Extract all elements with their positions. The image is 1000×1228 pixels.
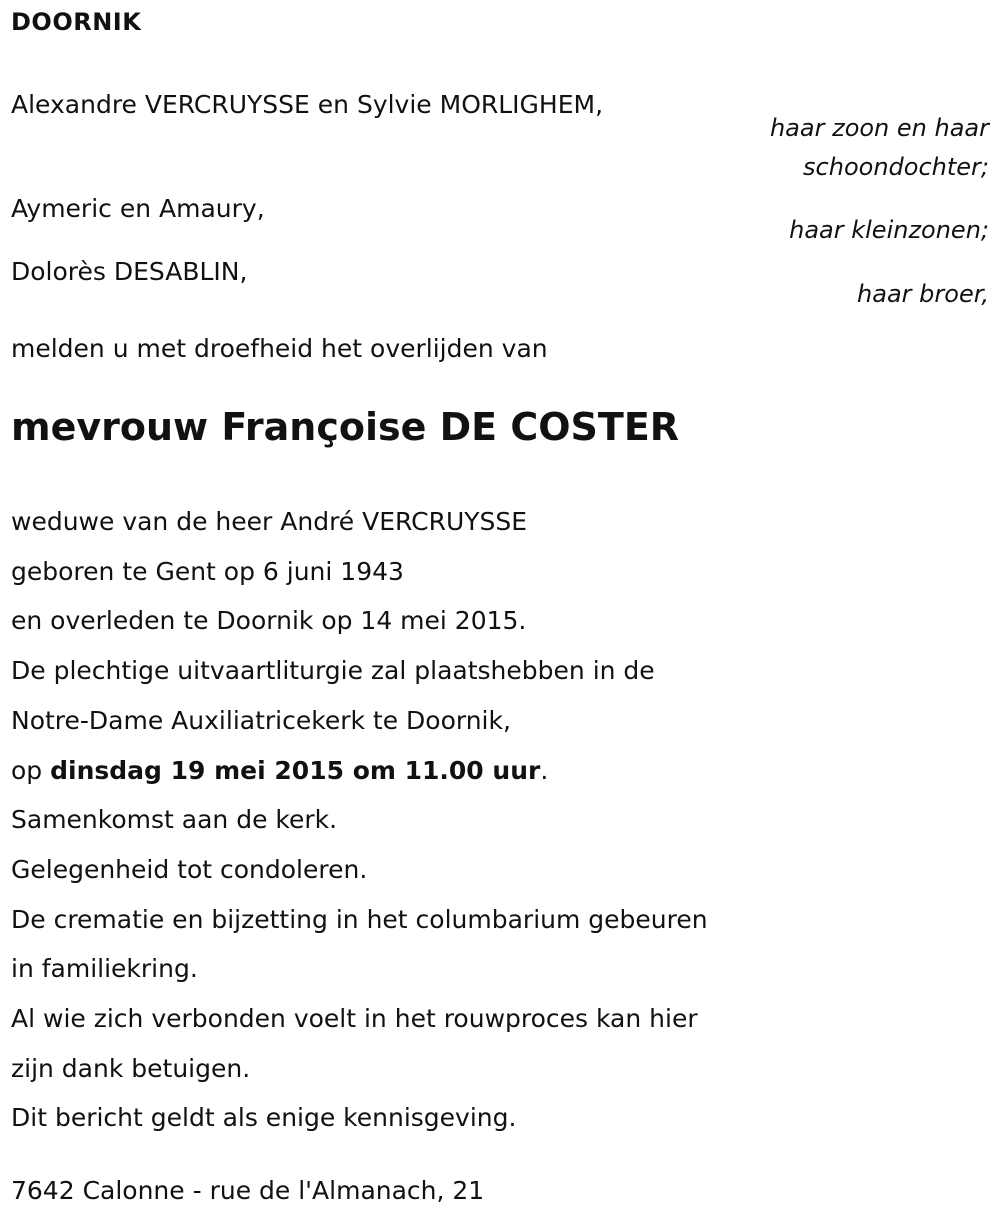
body-line: in familiekring.	[11, 954, 198, 984]
body-line: Gelegenheid tot condoleren.	[11, 854, 368, 884]
relative-role-grandsons: haar kleinzonen;	[789, 216, 989, 244]
body-line: Notre-Dame Auxiliatricekerk te Doornik,	[11, 705, 511, 735]
relative-names-brother: Dolorès DESABLIN,	[11, 257, 248, 286]
relative-role-son-line1: haar zoon en haar	[769, 114, 989, 142]
relative-role-brother: haar broer,	[857, 280, 989, 308]
address: 7642 Calonne - rue de l'Almanach, 21	[11, 1176, 485, 1205]
notice-body	[11, 497, 708, 1143]
body-line: Samenkomst aan de kerk.	[11, 805, 338, 835]
body-line: geboren te Gent op 6 juni 1943	[11, 556, 404, 586]
relative-names-son: Alexandre VERCRUYSSE en Sylvie MORLIGHEM,	[11, 90, 604, 119]
relative-names-grandsons: Aymeric en Amaury,	[11, 194, 265, 223]
body-line: Al wie zich verbonden voelt in het rouwproces kan hier	[11, 1004, 698, 1034]
service-suffix: .	[540, 755, 549, 785]
service-datetime-line	[11, 746, 708, 796]
body-line: en overleden te Doornik op 14 mei 2015.	[11, 606, 527, 636]
body-line: zijn dank betuigen.	[11, 1053, 251, 1083]
deceased-name: mevrouw Françoise DE COSTER	[11, 405, 680, 449]
body-line: De crematie en bijzetting in het columbarium gebeuren	[11, 904, 708, 934]
service-prefix: op	[11, 755, 51, 785]
service-datetime: dinsdag 19 mei 2015 om 11.00 uur	[50, 755, 541, 785]
body-line: Dit bericht geldt als enige kennisgeving.	[11, 1103, 517, 1133]
body-line: weduwe van de heer André VERCRUYSSE	[11, 507, 528, 536]
body-line: De plechtige uitvaartliturgie zal plaatshebben in de	[11, 656, 655, 686]
intro-text: melden u met droefheid het overlijden van	[11, 334, 548, 363]
relative-role-son-line2: schoondochter;	[803, 153, 989, 181]
city-heading: DOORNIK	[11, 8, 142, 36]
